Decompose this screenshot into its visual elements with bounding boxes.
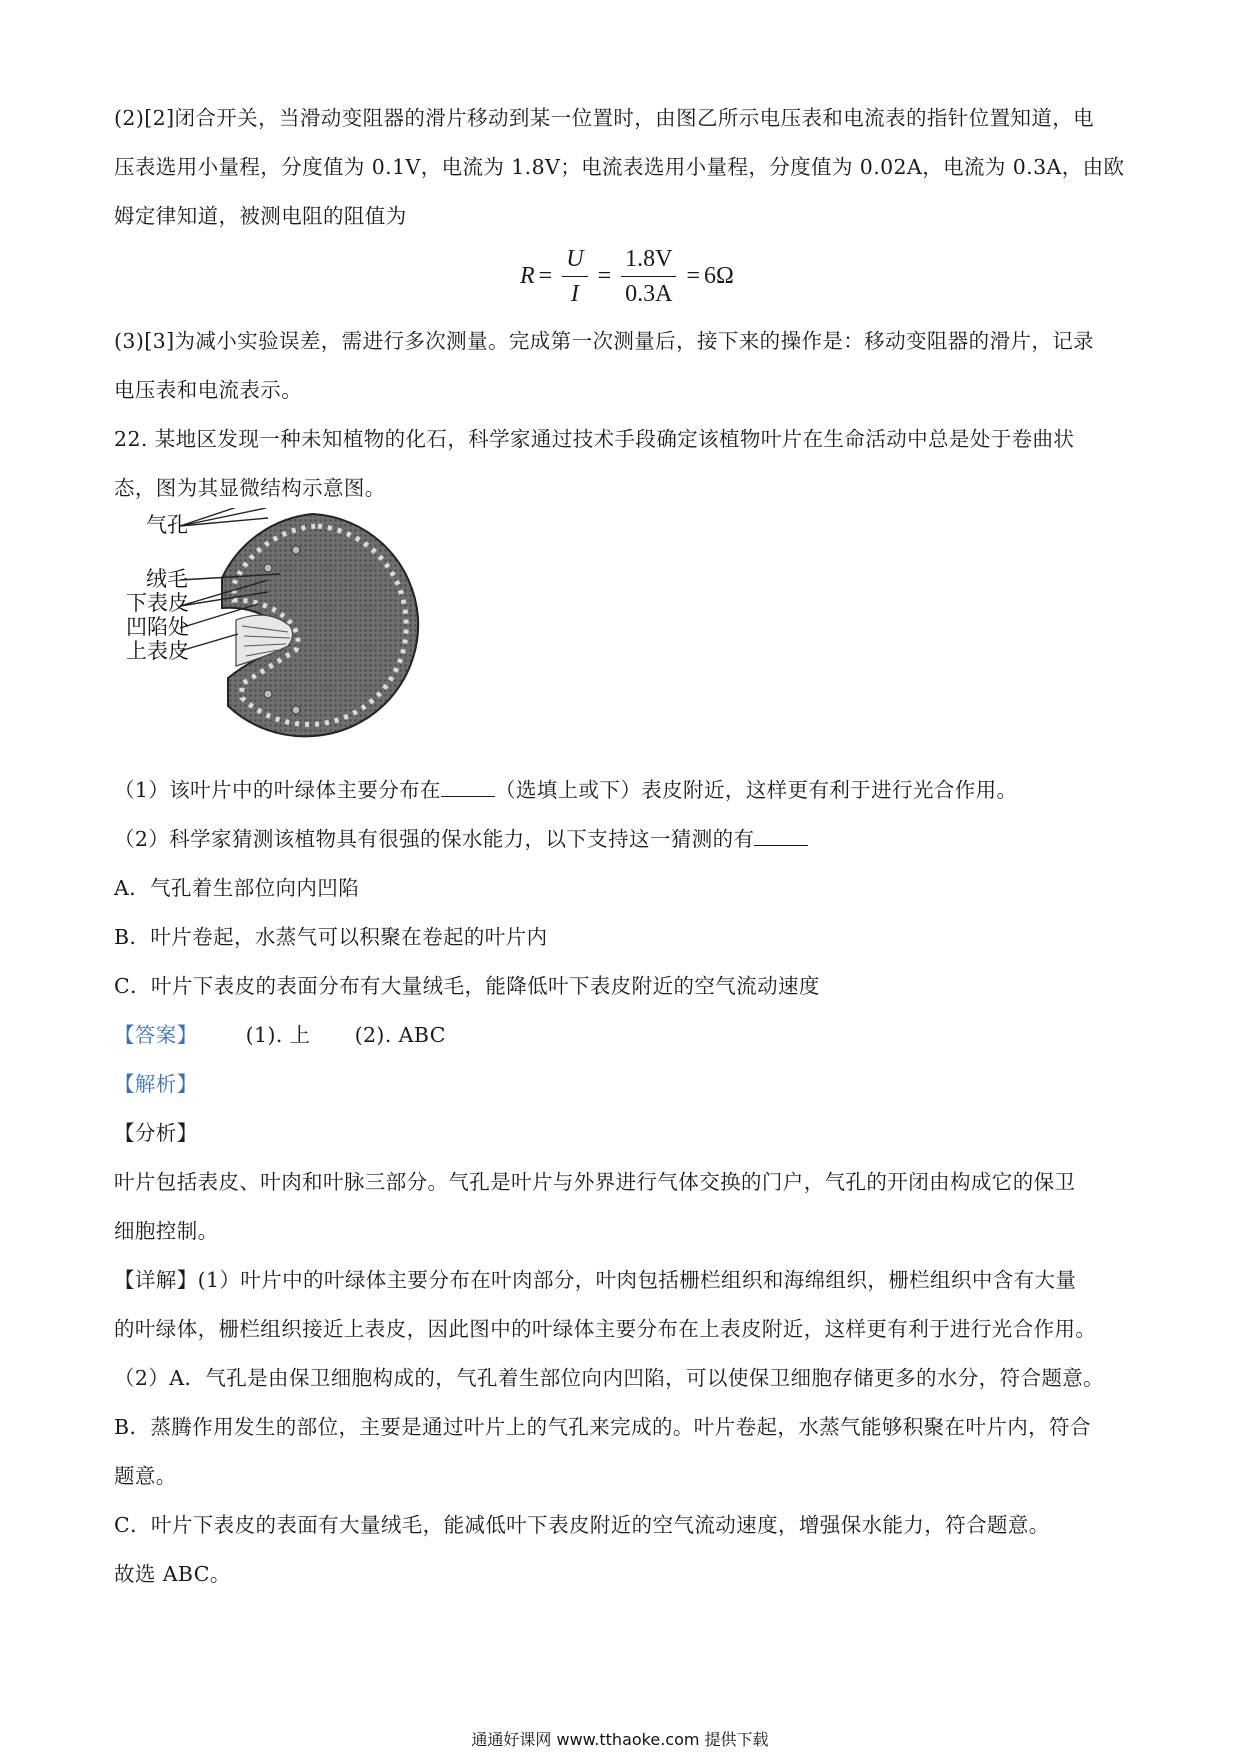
formula-result: 6Ω — [704, 262, 734, 289]
option-b: B．叶片卷起，水蒸气可以积聚在卷起的叶片内 — [114, 925, 548, 949]
ohm-law-formula: R = $\frac{U}{I}$ = $\frac{1.8V}{0.3A}$ = 6Ω — [520, 245, 734, 307]
text-line: 姆定律知道，被测电阻的阻值为 — [114, 204, 407, 228]
answer-tag: 【答案】 — [114, 1023, 198, 1047]
text-line: 叶片包括表皮、叶肉和叶脉三部分。气孔是叶片与外界进行气体交换的门户，气孔的开闭由构成它的保卫 — [114, 1170, 1076, 1194]
text-line: (3)[3]为减小实验误差，需进行多次测量。完成第一次测量后，接下来的操作是：移动变阻器的滑片，记录 — [114, 329, 1095, 353]
text-line: (2)[2]闭合开关，当滑动变阻器的滑片移动到某一位置时，由图乙所示电压表和电流表的指针位置知道，电 — [114, 106, 1095, 130]
detail-line: 题意。 — [114, 1464, 177, 1488]
page-footer: 通通好课网 www.tthaoke.com 提供下载 — [471, 1730, 769, 1749]
detail-line: 的叶绿体，栅栏组织接近上表皮，因此图中的叶绿体主要分布在上表皮附近，这样更有利于进行光合作用。 — [114, 1317, 1097, 1341]
label-hair: 绒毛 — [146, 567, 188, 591]
label-upper-epidermis-bottom: 上表皮 — [126, 639, 189, 663]
option-a: A．气孔着生部位向内凹陷 — [114, 876, 360, 900]
text-line: 电压表和电流表示。 — [114, 378, 303, 402]
question-22-stem: 22. 某地区发现一种未知植物的化石，科学家通过技术手段确定该植物叶片在生命活动中总是处于卷曲状 — [114, 427, 1075, 451]
sub-question-1: （1）该叶片中的叶绿体主要分布在 （选填上或下）表皮附近，这样更有利于进行光合作用。 — [114, 778, 1018, 802]
sub-question-2: （2）科学家猜测该植物具有很强的保水能力，以下支持这一猜测的有 — [114, 815, 1134, 864]
detail-line: 【详解】(1）叶片中的叶绿体主要分布在叶肉部分，叶肉包括栅栏组织和海绵组织，栅栏组织中含有大量 — [114, 1268, 1077, 1292]
leaf-body — [222, 514, 418, 736]
detail-line: （2）A．气孔是由保卫细胞构成的，气孔着生部位向内凹陷，可以使保卫细胞存储更多的水分，符合题意。 — [114, 1366, 1105, 1390]
text-line: 细胞控制。 — [114, 1219, 219, 1243]
detail-line: B．蒸腾作用发生的部位，主要是通过叶片上的气孔来完成的。叶片卷起，水蒸气能够积聚在叶片内，符合 — [114, 1415, 1091, 1439]
answer-blank — [754, 827, 808, 846]
label-stoma: 气孔 — [146, 513, 188, 537]
option-c: C．叶片下表皮的表面分布有大量绒毛，能降低叶下表皮附近的空气流动速度 — [114, 974, 820, 998]
text-line: 压表选用小量程，分度值为 0.1V，电流为 1.8V；电流表选用小量程，分度值为 0.02A，电流为 0.3A，由欧 — [114, 155, 1125, 179]
answer-2: (2). ABC — [354, 1023, 446, 1047]
label-lower-epidermis: 下表皮 — [126, 591, 189, 615]
answer-line — [114, 1011, 1134, 1060]
analysis-tag: 【解析】 — [114, 1072, 198, 1096]
formula-lhs: R — [520, 262, 535, 289]
detail-line: C．叶片下表皮的表面有大量绒毛，能减低叶下表皮附近的空气流动速度，增强保水能力，符合题意。 — [114, 1513, 1050, 1537]
section-heading-fenxi: 【分析】 — [114, 1121, 198, 1145]
formula-fraction-symbolic: $\frac{U}{I}$ — [562, 244, 587, 309]
final-choice: 故选 ABC。 — [114, 1562, 231, 1586]
label-depression: 凹陷处 — [126, 615, 189, 639]
formula-fraction-numeric: $\frac{1.8V}{0.3A}$ — [621, 244, 676, 309]
answer-blank — [441, 778, 495, 797]
text-line: 态，图为其显微结构示意图。 — [114, 476, 386, 500]
answer-1: (1). 上 — [245, 1023, 311, 1047]
leaf-cross-section-diagram — [118, 508, 448, 748]
